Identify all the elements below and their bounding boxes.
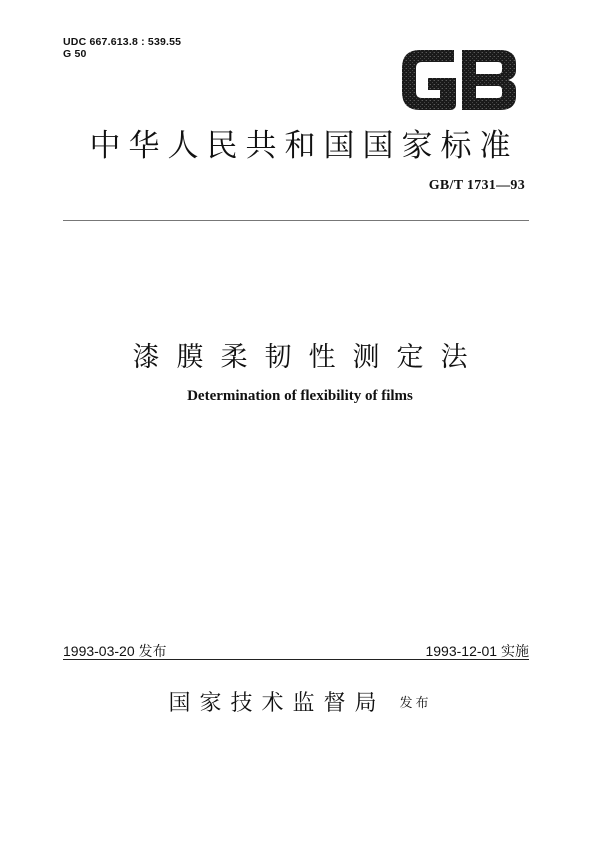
- document-title-chinese: 漆膜柔韧性测定法: [132, 342, 485, 373]
- dates-row: [63, 641, 529, 659]
- udc-code: UDC 667.613.8 : 539.55: [63, 36, 182, 48]
- gb-logo: [398, 44, 520, 116]
- effective-date: 1993-12-01 实施: [425, 643, 529, 659]
- classification-codes: [63, 36, 181, 60]
- issuer-action: 发布: [399, 696, 432, 711]
- issuer: [0, 686, 600, 717]
- ccs-code: G 50: [63, 48, 87, 60]
- standard-code: GB/T 1731—93: [428, 178, 525, 193]
- document-title-english: Determination of flexibility of films: [187, 388, 413, 404]
- issue-date: 1993-03-20 发布: [63, 643, 167, 659]
- bottom-divider: [63, 659, 529, 660]
- top-divider: [63, 220, 529, 221]
- national-standard-title: 中华人民共和国国家标准: [89, 128, 519, 164]
- issuer-name: 国家技术监督局: [168, 691, 386, 716]
